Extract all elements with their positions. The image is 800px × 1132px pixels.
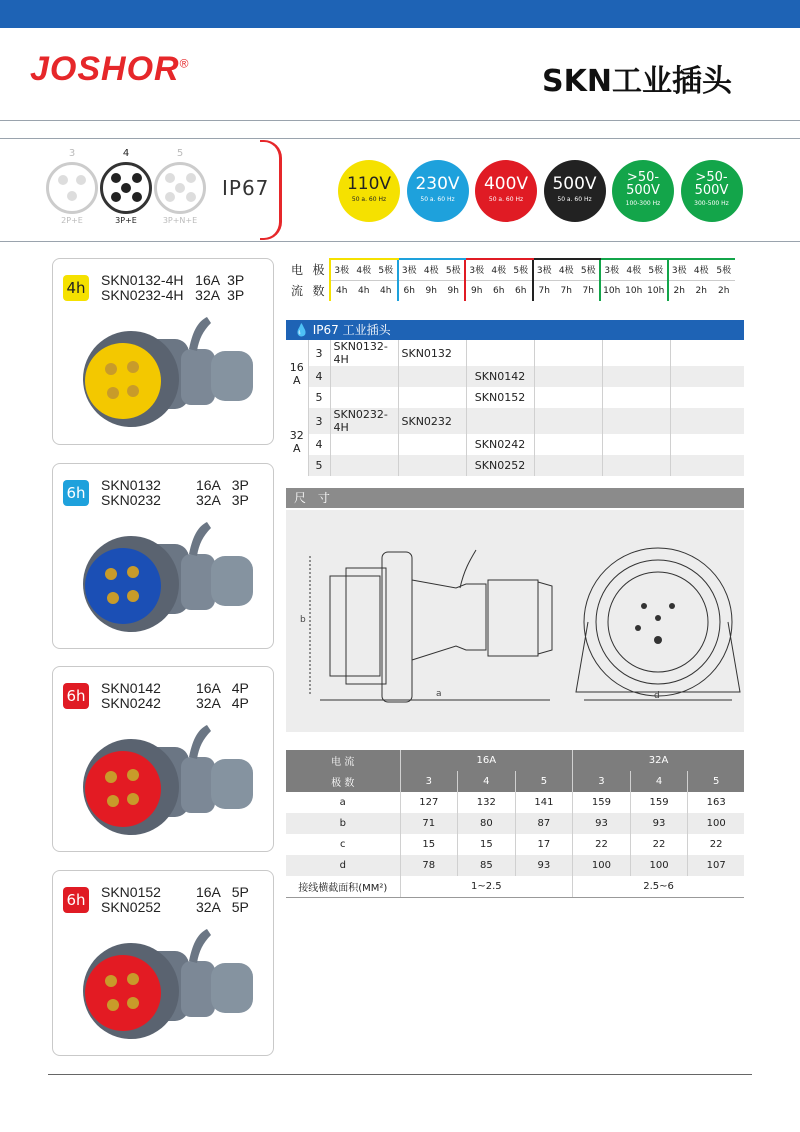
voltage-badge: 500V 50 a. 60 Hz [544, 160, 606, 222]
protection-rating: IP67 [222, 176, 270, 200]
dimension-table: 电 流 16A 32A 极 数 3 4 5 3 4 5 a 127 132 141 159 159 163 b 71 80 87 93 93 100 c 15 15 17 22 22 22 d 78 85 93 100 100 107 接线横截面积(MM²) 1~2.5 2.5~6 [286, 750, 744, 898]
product-models: SKN0142 16A 4P SKN0242 32A 4P [101, 680, 249, 711]
pin-config-3: 3 2P+E [42, 148, 102, 225]
product-card-3p [52, 463, 274, 649]
plug-image [71, 717, 261, 847]
brand-logo: JOSHOR® [30, 50, 190, 88]
socket-4-pin-icon [100, 162, 152, 214]
dim-label-d: d [654, 691, 660, 701]
plug-image [71, 921, 261, 1051]
divider [0, 138, 800, 139]
pin-config-5: 5 3P+N+E [150, 148, 210, 225]
voltage-badge: >50- 500V 300-500 Hz [681, 160, 743, 222]
socket-5-pin-icon [154, 162, 206, 214]
product-table-header: 💧 IP67 工业插头 [286, 320, 744, 340]
footer-line [48, 1074, 752, 1075]
voltage-badge: 400V 50 a. 60 Hz [475, 160, 537, 222]
dim-label-b: b [300, 615, 306, 625]
top-bar [0, 0, 800, 28]
hours-badge: 6h [63, 480, 89, 506]
socket-3-pin-icon [46, 162, 98, 214]
dimension-drawing [286, 510, 744, 732]
voltage-badge: 230V 50 a. 60 Hz [407, 160, 469, 222]
voltage-badge: >50- 500V 100-300 Hz [612, 160, 674, 222]
hours-badge: 6h [63, 683, 89, 709]
product-table: 16 A 3 SKN0132-4H SKN0132 4 SKN0142 5 SKN0152 32 A 3 SKN0232-4H SKN0232 4 SKN0242 5 SKN0252 [286, 340, 744, 476]
product-models: SKN0132 16A 3P SKN0232 32A 3P [101, 477, 249, 508]
hours-table: 电 极 3极 4极 5极 3极 4极 5极 3极 4极 5极 3极 4极 5极 3极 4极 5极 3极 4极 5极 流 数 4h 4h 4h 6h 9h 9h 9h 6h 6h 7h 7h 7h 10h 10h 10h 2h 2h 2h [286, 258, 735, 301]
hours-badge: 6h [63, 887, 89, 913]
pin-config-4: 4 3P+E [96, 148, 156, 225]
product-card-4h [52, 258, 274, 445]
hours-badge: 4h [63, 275, 89, 301]
product-card-5p [52, 870, 274, 1056]
plug-image [71, 514, 261, 644]
product-card-4p [52, 666, 274, 852]
dimension-header: 尺 寸 [286, 488, 744, 508]
divider [0, 120, 800, 121]
product-models: SKN0152 16A 5P SKN0252 32A 5P [101, 884, 249, 915]
voltage-badge: 110V 50 a. 60 Hz [338, 160, 400, 222]
dim-label-a: a [436, 689, 442, 699]
page-title: SKN工业插头 [542, 64, 732, 99]
divider [0, 241, 800, 242]
product-models: SKN0132-4H 16A 3P SKN0232-4H 32A 3P [101, 272, 245, 303]
bracket-decoration [260, 140, 282, 240]
plug-image [71, 309, 261, 439]
